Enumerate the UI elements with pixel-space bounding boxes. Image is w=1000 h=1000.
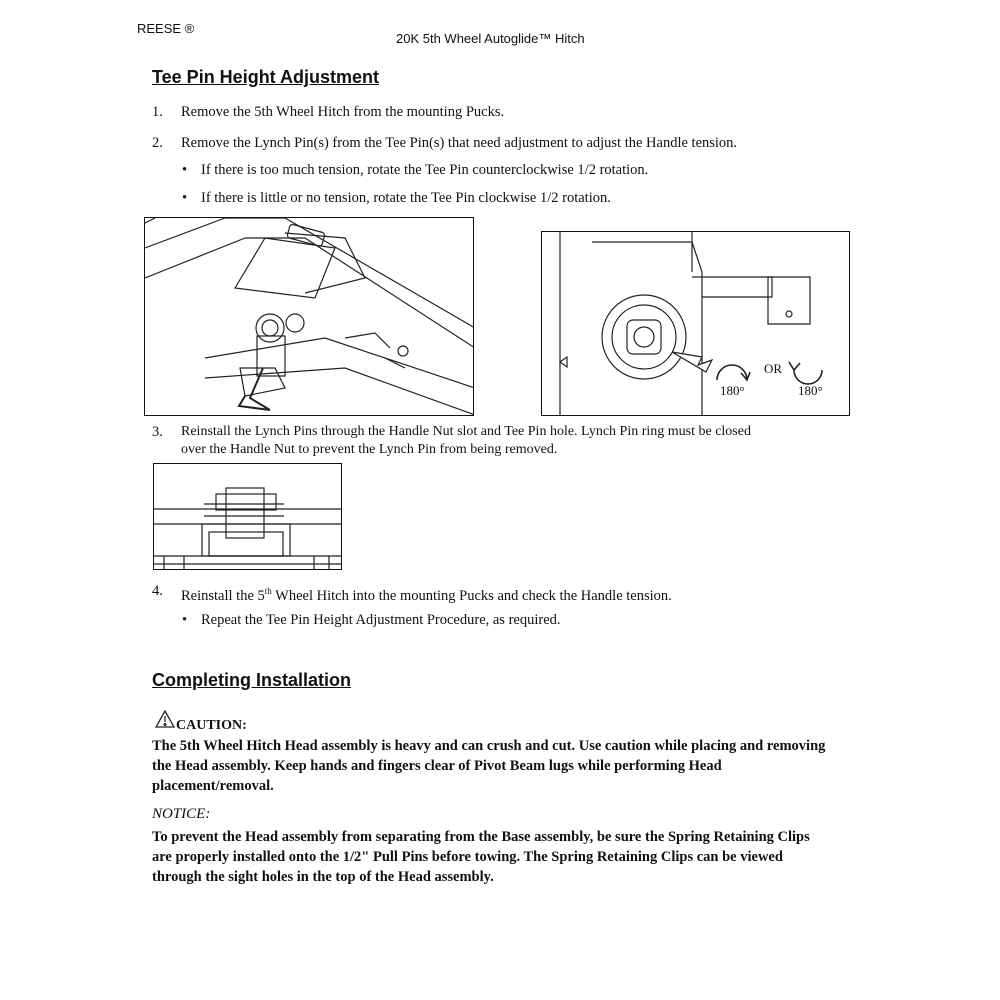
- step-1-text: Remove the 5th Wheel Hitch from the mounting Pucks.: [181, 104, 505, 120]
- bullet-icon: •: [182, 190, 188, 206]
- lynch-pin-drawing: [154, 464, 341, 569]
- document-title: 20K 5th Wheel Autoglide™ Hitch: [396, 31, 585, 46]
- bullet-too-much-tension: If there is too much tension, rotate the Tee Pin counterclockwise 1/2 rotation.: [201, 162, 649, 178]
- step-3-text-line2: over the Handle Nut to prevent the Lynch Pin from being removed.: [181, 442, 558, 457]
- step-3-number: 3.: [152, 424, 163, 440]
- caution-text: The 5th Wheel Hitch Head assembly is heavy and can crush and cut. Use caution while placing and removing the Head assembly. Keep hands and fingers clear of Pivot Beam lugs while performing Head placement/removal.: [152, 738, 826, 794]
- section-title-completing: Completing Installation: [152, 670, 352, 690]
- figure-handle-tee-pin: [144, 217, 474, 416]
- caution-label: CAUTION:: [176, 718, 247, 733]
- notice-label: NOTICE:: [152, 806, 211, 822]
- figure-tee-pin-rotation: [541, 231, 850, 416]
- figure-lynch-pin: [153, 463, 342, 570]
- step-3-text-line1: Reinstall the Lynch Pins through the Handle Nut slot and Tee Pin hole. Lynch Pin ring must be closed: [181, 424, 751, 439]
- section-title-tee-pin: Tee Pin Height Adjustment: [152, 67, 380, 87]
- rotation-cw-degrees: 180°: [798, 383, 823, 398]
- rotation-ccw-degrees: 180°: [720, 383, 745, 398]
- bullet-icon: •: [182, 162, 188, 178]
- step-4-text: Reinstall the 5th Wheel Hitch into the mounting Pucks and check the Handle tension.: [181, 586, 672, 604]
- notice-text: To prevent the Head assembly from separating from the Base assembly, be sure the Spring Retaining Clips are properly installed onto the 1/2" Pull Pins before towing. The Spring Retaining Clips can be viewed through the sight holes in the top of the Head assembly.: [152, 829, 810, 885]
- warning-triangle-icon: [155, 710, 175, 733]
- bullet-icon: •: [182, 612, 188, 628]
- bullet-repeat-procedure: Repeat the Tee Pin Height Adjustment Procedure, as required.: [201, 612, 561, 628]
- step-1-number: 1.: [152, 104, 163, 120]
- handle-drawing: [145, 218, 473, 415]
- step-4-number: 4.: [152, 583, 163, 599]
- step-2-number: 2.: [152, 135, 163, 151]
- step-2-text: Remove the Lynch Pin(s) from the Tee Pin(s) that need adjustment to adjust the Handle tension.: [181, 135, 738, 151]
- brand-name: REESE ®: [137, 21, 195, 36]
- rotation-or-label: OR: [764, 361, 783, 376]
- bullet-little-tension: If there is little or no tension, rotate the Tee Pin clockwise 1/2 rotation.: [201, 190, 611, 206]
- rotation-drawing: [542, 232, 849, 415]
